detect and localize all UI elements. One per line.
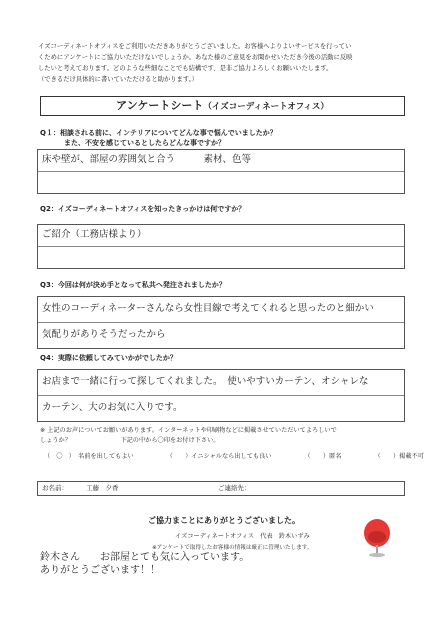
contact-label: ご連絡先： (218, 484, 251, 492)
publication-permission (40, 426, 410, 446)
answer-4-box (37, 369, 405, 422)
answer-3-box (37, 296, 405, 349)
choice-initials-ok[interactable]: （ ）イニシャルなら出しても良い (166, 453, 272, 460)
handwritten-line2: ありがとうございます！！ (40, 565, 160, 576)
thanks-message: ご協力まことにありがとうございました。 (148, 516, 300, 525)
question-3: Q3：今回は何が決め手となって私共へ発注されましたか？ (40, 281, 226, 289)
permission-line2: しょうか？ 下記の中から〇印をお付け下さい。 (40, 437, 220, 444)
red-chair-icon (355, 515, 399, 559)
question-1-line1: Q１：相談される前に、インテリアについてどんな事で悩んでいましたか？ (40, 129, 277, 137)
answer-1-box (37, 149, 405, 194)
choice-anonymous[interactable]: （ ）匿名 (304, 453, 342, 460)
chair-image (355, 515, 399, 563)
answer-2-line2 (38, 247, 404, 268)
choice-name-ok[interactable]: （ 〇 ） 名前を出してもよい (44, 453, 134, 460)
name-value: 工藤 夕香 (86, 484, 119, 492)
answer-1-line1: 床や壁が、部屋の雰囲気と合う 素材、色等 (38, 150, 404, 172)
intro-line: （できるだけ具体的に書いていただけると助かります。） (38, 76, 199, 83)
question-1 (40, 128, 277, 148)
answer-4-line1: お店まで一緒に行って探してくれました。 使いやすいカーテン、オシャレな (38, 370, 404, 396)
handwritten-comment (40, 551, 249, 577)
intro-text (38, 41, 418, 85)
title-sub: （イズコーディネートオフィス） (203, 102, 329, 112)
intro-line: くためにアンケートにご協力いただけないでしょうか。あなた様のご意見をお聞かせいただき今後の活動に反映 (38, 54, 353, 61)
question-4: Q4：実際に依頼してみていかがでしたか？ (40, 354, 177, 362)
name-label: お名前： (42, 484, 68, 492)
choice-no-publish[interactable]: （ ）掲載不可 (374, 453, 424, 460)
question-1-line2: また、不安を感じているとしたらどんな事ですか？ (64, 139, 225, 147)
intro-line: イズコーディネートオフィスをご利用いただきありがとうございました。お客様へよりよいサービスを行ってい (38, 43, 352, 50)
answer-3-line2: 気配りがありそうだったから (42, 329, 166, 340)
answer-1-line2 (38, 172, 404, 193)
permission-choices (44, 451, 424, 460)
survey-title (40, 96, 405, 116)
answer-2-line1: ご紹介（工務店様より） (38, 225, 404, 247)
title-main: アンケートシート (116, 99, 204, 112)
answer-3-line1: 女性のコーディネーターさんなら女性目線で考えてくれると思ったのと細かい (38, 297, 404, 323)
question-2: Q2：イズコーディネートオフィスを知ったきっかけは何ですか？ (40, 205, 246, 213)
name-contact-box (37, 481, 405, 496)
intro-line: したいと考えております。どのような些細なことでも結構です、是非ご協力よろしくお願いいたします。 (38, 65, 333, 72)
answer-4-line2: カーテン、大のお気に入りです。 (42, 402, 183, 413)
handwritten-line1: 鈴木さん お部屋とても気に入っています。 (40, 552, 250, 563)
privacy-note: ※アンケートで取得したお客様の情報は厳正に管理いたします。 (152, 545, 313, 551)
signature: イズコーディネートオフィス 代表 鈴木いずみ (175, 533, 310, 540)
permission-line1: ※ 上記のお声についてお願いがあります。インターネットや印刷物などに掲載させていただいてよろしいで (40, 427, 337, 434)
answer-2-box (37, 224, 405, 269)
